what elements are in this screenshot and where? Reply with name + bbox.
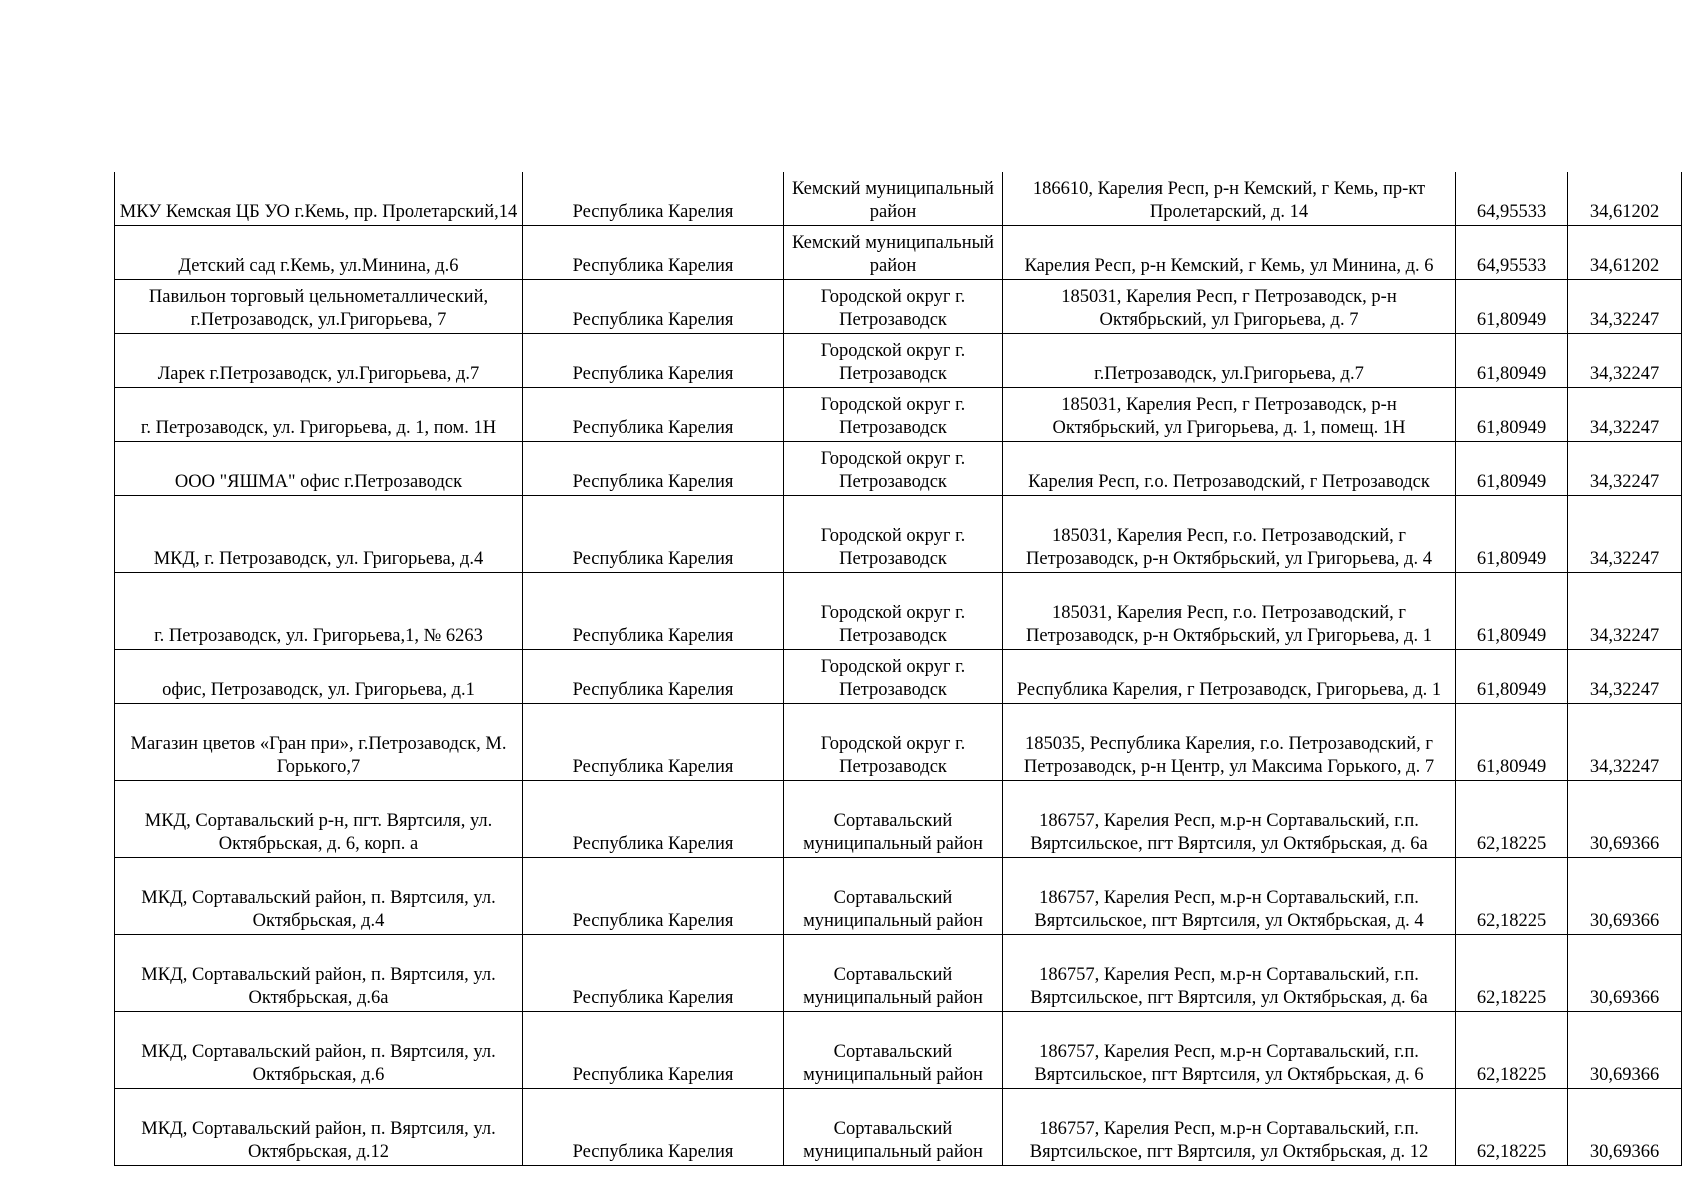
cell-longitude: 30,69366 [1568, 858, 1682, 935]
cell-address: 185031, Карелия Респ, г Петрозаводск, р-н Октябрьский, ул Григорьева, д. 1, помещ. 1Н [1003, 388, 1456, 442]
cell-name: Магазин цветов «Гран при», г.Петрозаводск, М. Горького,7 [115, 704, 523, 781]
cell-region: Республика Карелия [523, 935, 784, 1012]
cell-region: Республика Карелия [523, 226, 784, 280]
cell-latitude: 61,80949 [1456, 704, 1568, 781]
cell-address: г.Петрозаводск, ул.Григорьева, д.7 [1003, 334, 1456, 388]
cell-latitude: 62,18225 [1456, 858, 1568, 935]
cell-address: 185031, Карелия Респ, г.о. Петрозаводский, г Петрозаводск, р-н Октябрьский, ул Григорьева, д. 4 [1003, 496, 1456, 573]
cell-region: Республика Карелия [523, 280, 784, 334]
cell-latitude: 61,80949 [1456, 280, 1568, 334]
cell-address: 185035, Республика Карелия, г.о. Петрозаводский, г Петрозаводск, р-н Центр, ул Максима Горького, д. 7 [1003, 704, 1456, 781]
cell-district: Кемский муниципальный район [784, 172, 1003, 226]
cell-region: Республика Карелия [523, 858, 784, 935]
table-row [115, 388, 1682, 442]
cell-region: Республика Карелия [523, 781, 784, 858]
cell-address: 186757, Карелия Респ, м.р-н Сортавальский, г.п. Вяртсильское, пгт Вяртсиля, ул Октябрьская, д. 6а [1003, 935, 1456, 1012]
cell-longitude: 30,69366 [1568, 1089, 1682, 1166]
table-row [115, 280, 1682, 334]
cell-longitude: 34,32247 [1568, 573, 1682, 650]
cell-district: Городской округ г. Петрозаводск [784, 496, 1003, 573]
table-row [115, 496, 1682, 573]
cell-district: Кемский муниципальный район [784, 226, 1003, 280]
cell-latitude: 61,80949 [1456, 573, 1568, 650]
table-row [115, 573, 1682, 650]
cell-district: Городской округ г. Петрозаводск [784, 573, 1003, 650]
cell-longitude: 34,61202 [1568, 172, 1682, 226]
table-row [115, 334, 1682, 388]
cell-name: МКД, Сортавальский район, п. Вяртсиля, ул. Октябрьская, д.12 [115, 1089, 523, 1166]
cell-longitude: 34,32247 [1568, 280, 1682, 334]
cell-name: Павильон торговый цельнометаллический, г.Петрозаводск, ул.Григорьева, 7 [115, 280, 523, 334]
cell-latitude: 62,18225 [1456, 781, 1568, 858]
cell-name: МКД, г. Петрозаводск, ул. Григорьева, д.4 [115, 496, 523, 573]
cell-region: Республика Карелия [523, 573, 784, 650]
cell-longitude: 30,69366 [1568, 781, 1682, 858]
cell-name: МКД, Сортавальский район, п. Вяртсиля, ул. Октябрьская, д.4 [115, 858, 523, 935]
cell-district: Городской округ г. Петрозаводск [784, 388, 1003, 442]
cell-region: Республика Карелия [523, 1089, 784, 1166]
cell-longitude: 34,32247 [1568, 704, 1682, 781]
table-row [115, 1089, 1682, 1166]
cell-region: Республика Карелия [523, 1012, 784, 1089]
cell-latitude: 64,95533 [1456, 172, 1568, 226]
cell-district: Сортавальский муниципальный район [784, 858, 1003, 935]
cell-latitude: 62,18225 [1456, 935, 1568, 1012]
table-row [115, 226, 1682, 280]
cell-address: 186757, Карелия Респ, м.р-н Сортавальский, г.п. Вяртсильское, пгт Вяртсиля, ул Октябрьская, д. 4 [1003, 858, 1456, 935]
table-row [115, 704, 1682, 781]
cell-name: офис, Петрозаводск, ул. Григорьева, д.1 [115, 650, 523, 704]
cell-region: Республика Карелия [523, 496, 784, 573]
cell-name: г. Петрозаводск, ул. Григорьева, д. 1, пом. 1Н [115, 388, 523, 442]
cell-district: Городской округ г. Петрозаводск [784, 704, 1003, 781]
cell-address: Республика Карелия, г Петрозаводск, Григорьева, д. 1 [1003, 650, 1456, 704]
cell-latitude: 62,18225 [1456, 1089, 1568, 1166]
cell-district: Сортавальский муниципальный район [784, 1012, 1003, 1089]
table-row [115, 1012, 1682, 1089]
table-row [115, 858, 1682, 935]
cell-region: Республика Карелия [523, 704, 784, 781]
cell-name: Детский сад г.Кемь, ул.Минина, д.6 [115, 226, 523, 280]
cell-latitude: 62,18225 [1456, 1012, 1568, 1089]
cell-address: 186610, Карелия Респ, р-н Кемский, г Кемь, пр-кт Пролетарский, д. 14 [1003, 172, 1456, 226]
cell-longitude: 34,32247 [1568, 388, 1682, 442]
cell-name: Ларек г.Петрозаводск, ул.Григорьева, д.7 [115, 334, 523, 388]
cell-latitude: 61,80949 [1456, 334, 1568, 388]
cell-latitude: 61,80949 [1456, 496, 1568, 573]
cell-name: г. Петрозаводск, ул. Григорьева,1, № 6263 [115, 573, 523, 650]
cell-name: ООО "ЯШМА" офис г.Петрозаводск [115, 442, 523, 496]
cell-longitude: 34,32247 [1568, 496, 1682, 573]
cell-latitude: 61,80949 [1456, 388, 1568, 442]
cell-longitude: 34,32247 [1568, 650, 1682, 704]
cell-district: Городской округ г. Петрозаводск [784, 280, 1003, 334]
cell-district: Сортавальский муниципальный район [784, 781, 1003, 858]
cell-longitude: 30,69366 [1568, 1012, 1682, 1089]
cell-latitude: 61,80949 [1456, 442, 1568, 496]
cell-longitude: 34,61202 [1568, 226, 1682, 280]
cell-region: Республика Карелия [523, 172, 784, 226]
cell-district: Сортавальский муниципальный район [784, 935, 1003, 1012]
cell-region: Республика Карелия [523, 388, 784, 442]
cell-address: 185031, Карелия Респ, г Петрозаводск, р-н Октябрьский, ул Григорьева, д. 7 [1003, 280, 1456, 334]
cell-latitude: 61,80949 [1456, 650, 1568, 704]
cell-address: 186757, Карелия Респ, м.р-н Сортавальский, г.п. Вяртсильское, пгт Вяртсиля, ул Октябрьская, д. 6 [1003, 1012, 1456, 1089]
cell-latitude: 64,95533 [1456, 226, 1568, 280]
table-row [115, 935, 1682, 1012]
cell-address: 186757, Карелия Респ, м.р-н Сортавальский, г.п. Вяртсильское, пгт Вяртсиля, ул Октябрьская, д. 6а [1003, 781, 1456, 858]
cell-address: 185031, Карелия Респ, г.о. Петрозаводский, г Петрозаводск, р-н Октябрьский, ул Григорьева, д. 1 [1003, 573, 1456, 650]
cell-district: Городской округ г. Петрозаводск [784, 442, 1003, 496]
cell-name: МКД, Сортавальский район, п. Вяртсиля, ул. Октябрьская, д.6а [115, 935, 523, 1012]
table-row [115, 650, 1682, 704]
cell-region: Республика Карелия [523, 650, 784, 704]
table-row [115, 442, 1682, 496]
cell-address: Карелия Респ, г.о. Петрозаводский, г Петрозаводск [1003, 442, 1456, 496]
cell-longitude: 30,69366 [1568, 935, 1682, 1012]
cell-district: Городской округ г. Петрозаводск [784, 334, 1003, 388]
cell-region: Республика Карелия [523, 442, 784, 496]
addresses-table [114, 172, 1682, 1166]
cell-name: МКД, Сортавальский р-н, пгт. Вяртсиля, ул. Октябрьская, д. 6, корп. а [115, 781, 523, 858]
cell-name: МКД, Сортавальский район, п. Вяртсиля, ул. Октябрьская, д.6 [115, 1012, 523, 1089]
table-row [115, 172, 1682, 226]
cell-address: Карелия Респ, р-н Кемский, г Кемь, ул Минина, д. 6 [1003, 226, 1456, 280]
cell-district: Сортавальский муниципальный район [784, 1089, 1003, 1166]
cell-longitude: 34,32247 [1568, 334, 1682, 388]
cell-name: МКУ Кемская ЦБ УО г.Кемь, пр. Пролетарский,14 [115, 172, 523, 226]
cell-address: 186757, Карелия Респ, м.р-н Сортавальский, г.п. Вяртсильское, пгт Вяртсиля, ул Октябрьская, д. 12 [1003, 1089, 1456, 1166]
cell-district: Городской округ г. Петрозаводск [784, 650, 1003, 704]
table-row [115, 781, 1682, 858]
cell-region: Республика Карелия [523, 334, 784, 388]
cell-longitude: 34,32247 [1568, 442, 1682, 496]
